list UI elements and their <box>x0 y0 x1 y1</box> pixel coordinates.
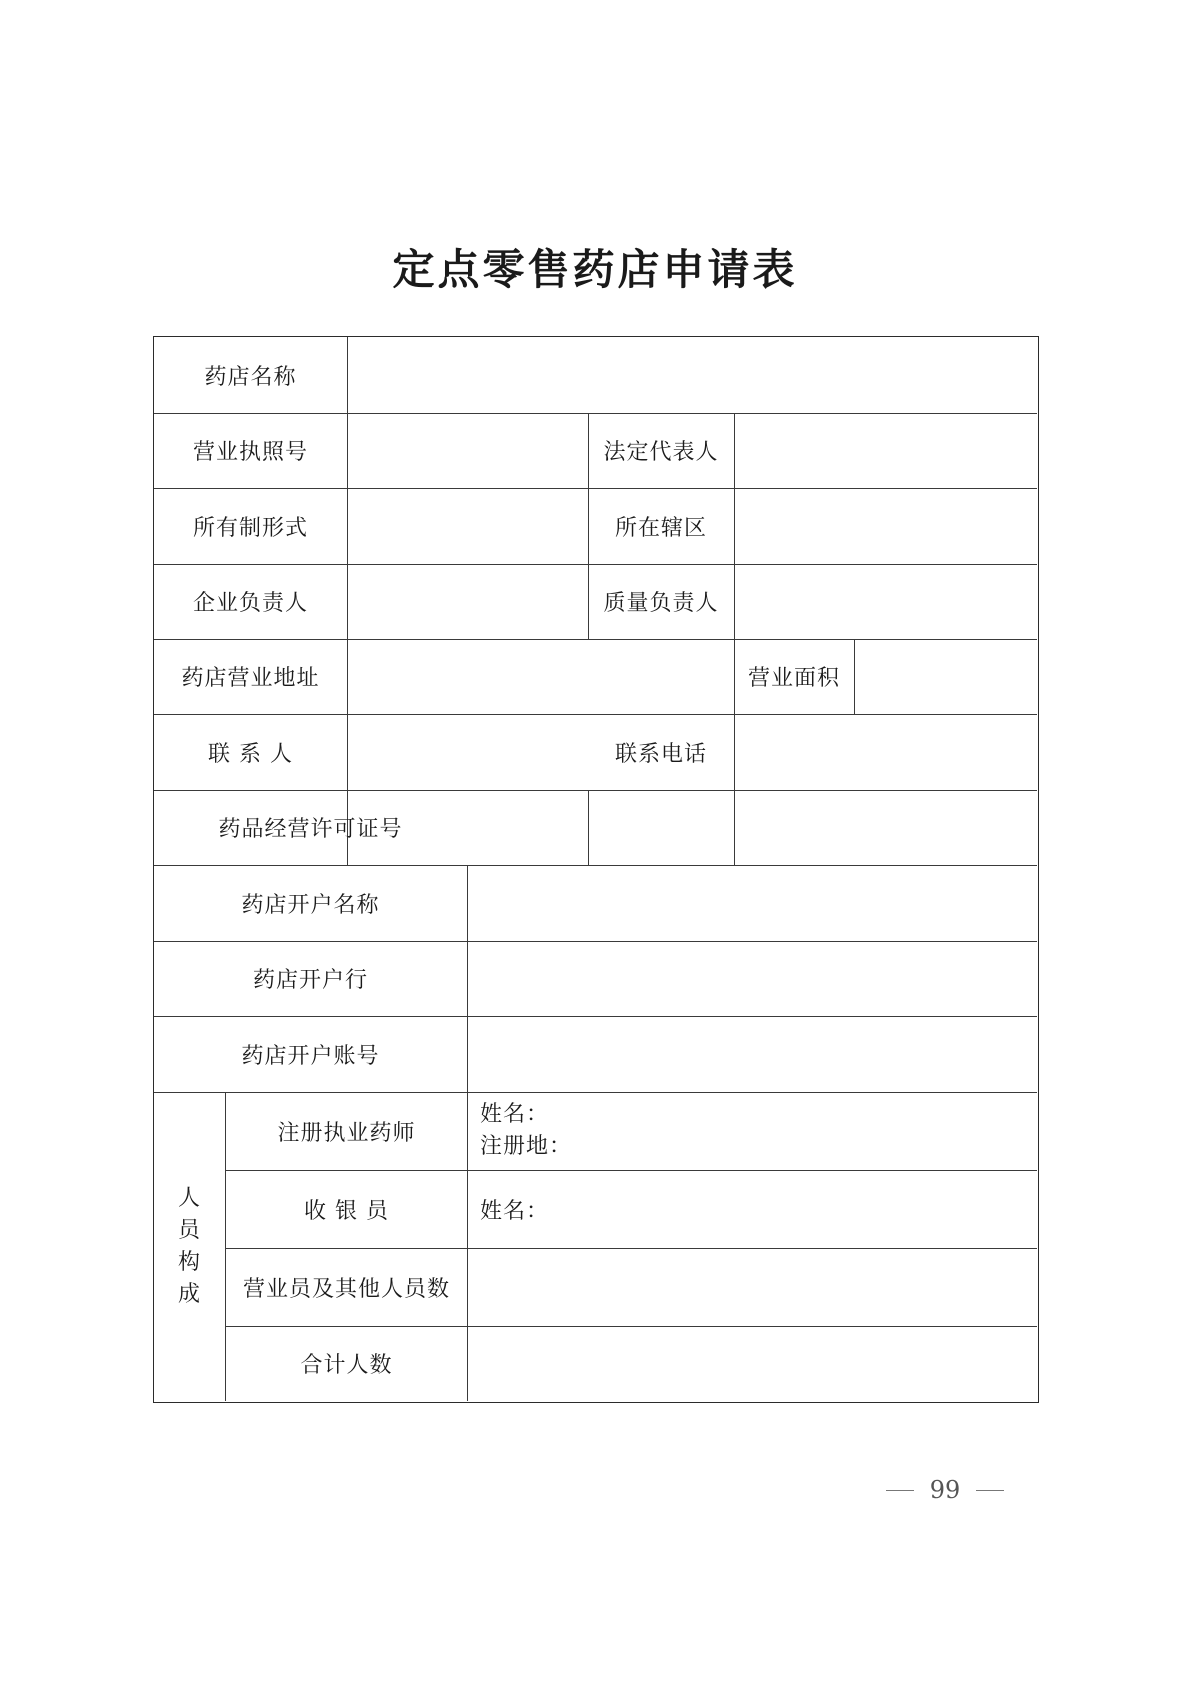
page-number-dash <box>976 1490 1004 1491</box>
form-title: 定点零售药店申请表 <box>392 245 798 294</box>
pharmacy-name-label: 药店名称 <box>204 364 297 390</box>
staff-composition-char: 构 <box>177 1249 201 1275</box>
pharmacist-name-label: 姓名： <box>480 1102 550 1127</box>
total-staff-label: 合计人数 <box>300 1353 393 1378</box>
contact-person-field[interactable] <box>348 714 588 790</box>
enterprise-head-field[interactable] <box>348 564 588 639</box>
business-license-field[interactable] <box>348 413 588 488</box>
ownership-form-label: 所有制形式 <box>192 515 308 541</box>
business-license-label: 营业执照号 <box>192 440 308 465</box>
pharmacy-address-label: 药店营业地址 <box>181 666 320 691</box>
cashier-label: 收 银 员 <box>304 1198 389 1224</box>
staff-composition-char: 人 <box>177 1185 201 1211</box>
quality-head-label: 质量负责人 <box>603 591 719 616</box>
total-staff-field[interactable] <box>468 1326 1037 1401</box>
account-number-label: 药店开户账号 <box>241 1043 380 1069</box>
business-area-field[interactable] <box>855 639 1037 714</box>
pharmacist-field[interactable] <box>468 1092 1037 1170</box>
cashier-name-label: 姓名： <box>480 1198 550 1224</box>
page-number-value: 99 <box>929 1476 961 1504</box>
enterprise-head-label: 企业负责人 <box>192 591 308 616</box>
ownership-form-field[interactable] <box>348 488 588 564</box>
legal-representative-field[interactable] <box>735 413 1037 488</box>
account-bank-field[interactable] <box>468 941 1037 1016</box>
account-name-field[interactable] <box>468 865 1037 941</box>
contact-phone-label: 联系电话 <box>614 741 707 767</box>
account-number-field[interactable] <box>468 1016 1037 1092</box>
district-field[interactable] <box>735 488 1037 564</box>
district-label: 所在辖区 <box>614 515 707 541</box>
quality-head-field[interactable] <box>735 564 1037 639</box>
staff-composition-char: 员 <box>177 1217 201 1243</box>
account-bank-label: 药店开户行 <box>252 968 368 993</box>
other-staff-label: 营业员及其他人员数 <box>242 1276 450 1302</box>
pharmacist-label: 注册执业药师 <box>277 1120 416 1146</box>
pharmacy-name-field[interactable] <box>348 337 1037 413</box>
page-number-dash <box>886 1490 914 1491</box>
contact-person-label: 联 系 人 <box>208 741 293 767</box>
drug-license-field[interactable] <box>468 790 1037 865</box>
legal-representative-label: 法定代表人 <box>603 440 719 465</box>
other-staff-field[interactable] <box>468 1248 1037 1326</box>
cashier-field[interactable] <box>468 1170 1037 1248</box>
contact-phone-field[interactable] <box>735 714 1037 790</box>
staff-composition-char: 成 <box>177 1281 201 1307</box>
application-form-table <box>153 336 1039 1403</box>
drug-license-label: 药品经营许可证号 <box>218 817 403 842</box>
page-number <box>870 1476 1020 1504</box>
pharmacy-address-field[interactable] <box>348 639 734 714</box>
staff-composition-label <box>154 1092 225 1401</box>
pharmacist-location-label: 注册地： <box>480 1134 573 1159</box>
account-name-label: 药店开户名称 <box>241 892 380 918</box>
business-area-label: 营业面积 <box>747 666 840 691</box>
